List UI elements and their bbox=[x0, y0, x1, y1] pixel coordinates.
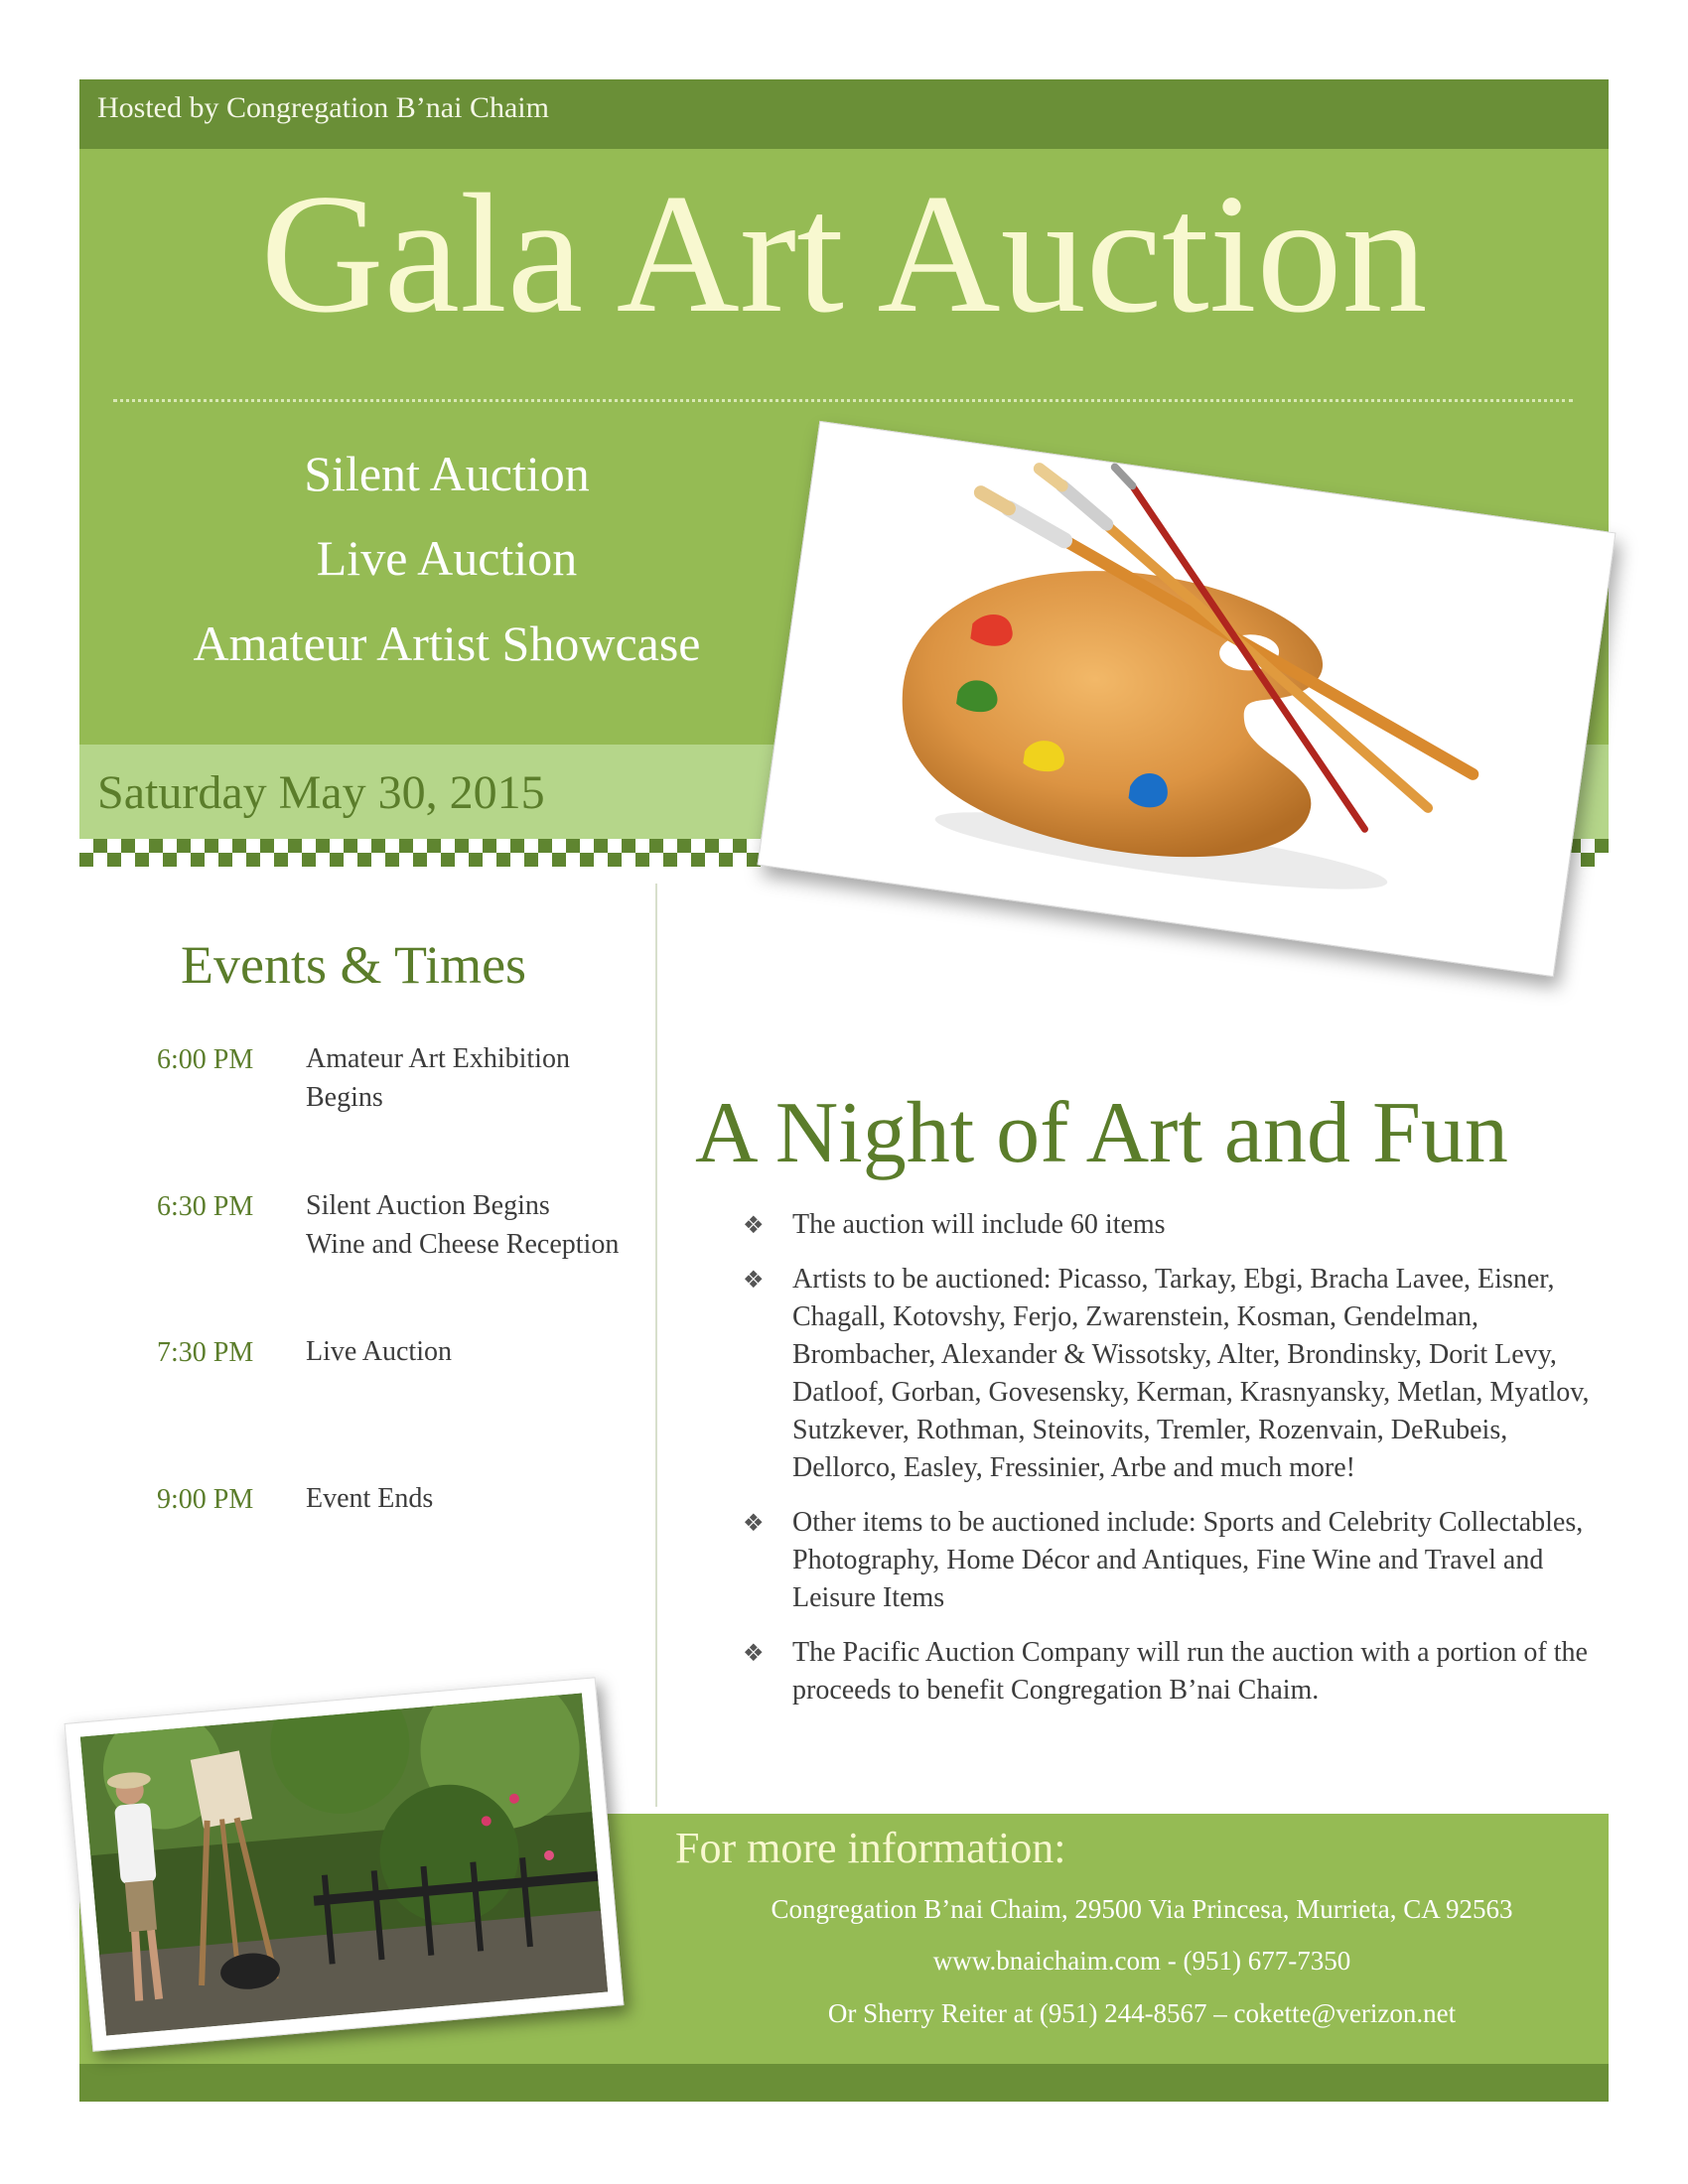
info-contact[interactable]: Or Sherry Reiter at (951) 244-8567 – cokette@verizon.net bbox=[827, 1998, 1457, 2028]
painter-photo bbox=[65, 1677, 625, 2052]
diamond-bullet-icon: ❖ bbox=[743, 1509, 765, 1537]
details-list bbox=[743, 1206, 1597, 1726]
list-item bbox=[743, 1634, 1597, 1709]
diamond-bullet-icon: ❖ bbox=[743, 1639, 765, 1667]
list-item-text: The auction will include 60 items bbox=[792, 1209, 1166, 1240]
event-time: 6:30 PM bbox=[157, 1191, 254, 1222]
info-website-phone[interactable]: www.bnaichaim.com - (951) 677-7350 bbox=[932, 1946, 1351, 1976]
list-item-text: Artists to be auctioned: Picasso, Tarkay, Ebgi, Bracha Lavee, Eisner, Chagall, Kotovshy, Ferjo, Zwarenstein, Kosman, Gendelman, Brombacher, Alexander & Wissotsky, Alter, Brondinsky, Dorit Levy, Datloof, Gorban, Govesensky, Kerman, Krasnyansky, Metlan, Myatlov, Sutzkever, Rothman, Steinovits, Tremler, Rozenvain, DeRubeis, Dellorco, Easley, Fressinier, Arbe and much more! bbox=[792, 1264, 1590, 1483]
column-divider bbox=[655, 884, 657, 1807]
event-date: Saturday May 30, 2015 bbox=[97, 766, 545, 819]
event-time: 9:00 PM bbox=[157, 1484, 254, 1515]
info-address: Congregation B’nai Chaim, 29500 Via Princesa, Murrieta, CA 92563 bbox=[771, 1894, 1513, 1924]
dotted-divider bbox=[113, 399, 1573, 402]
event-time: 6:00 PM bbox=[157, 1044, 254, 1075]
event-description: Silent Auction Begins Wine and Cheese Reception bbox=[306, 1190, 620, 1260]
list-item-text: The Pacific Auction Company will run the auction with a portion of the proceeds to benefit Congregation B’nai Chaim. bbox=[792, 1637, 1588, 1706]
event-description: Event Ends bbox=[306, 1483, 434, 1514]
list-item bbox=[743, 1206, 1597, 1244]
details-heading: A Night of Art and Fun bbox=[695, 1085, 1508, 1181]
event-description: Live Auction bbox=[306, 1336, 452, 1367]
diamond-bullet-icon: ❖ bbox=[743, 1266, 765, 1294]
events-heading: Events & Times bbox=[181, 935, 527, 995]
feature-artist-showcase: Amateur Artist Showcase bbox=[193, 615, 701, 671]
host-text: Hosted by Congregation B’nai Chaim bbox=[97, 91, 549, 124]
page-title: Gala Art Auction bbox=[260, 160, 1428, 348]
list-item bbox=[743, 1261, 1597, 1487]
painter-photo-image bbox=[80, 1693, 608, 2035]
feature-silent-auction: Silent Auction bbox=[304, 446, 590, 501]
diamond-bullet-icon: ❖ bbox=[743, 1211, 765, 1239]
feature-live-auction: Live Auction bbox=[316, 530, 578, 586]
footer-bar bbox=[79, 2064, 1609, 2102]
event-time: 7:30 PM bbox=[157, 1337, 254, 1368]
info-heading: For more information: bbox=[675, 1824, 1066, 1872]
list-item bbox=[743, 1504, 1597, 1617]
list-item-text: Other items to be auctioned include: Sports and Celebrity Collectables, Photography, Home Décor and Antiques, Fine Wine and Travel and Leisure Items bbox=[792, 1507, 1584, 1613]
event-description: Amateur Art Exhibition Begins bbox=[306, 1043, 570, 1113]
